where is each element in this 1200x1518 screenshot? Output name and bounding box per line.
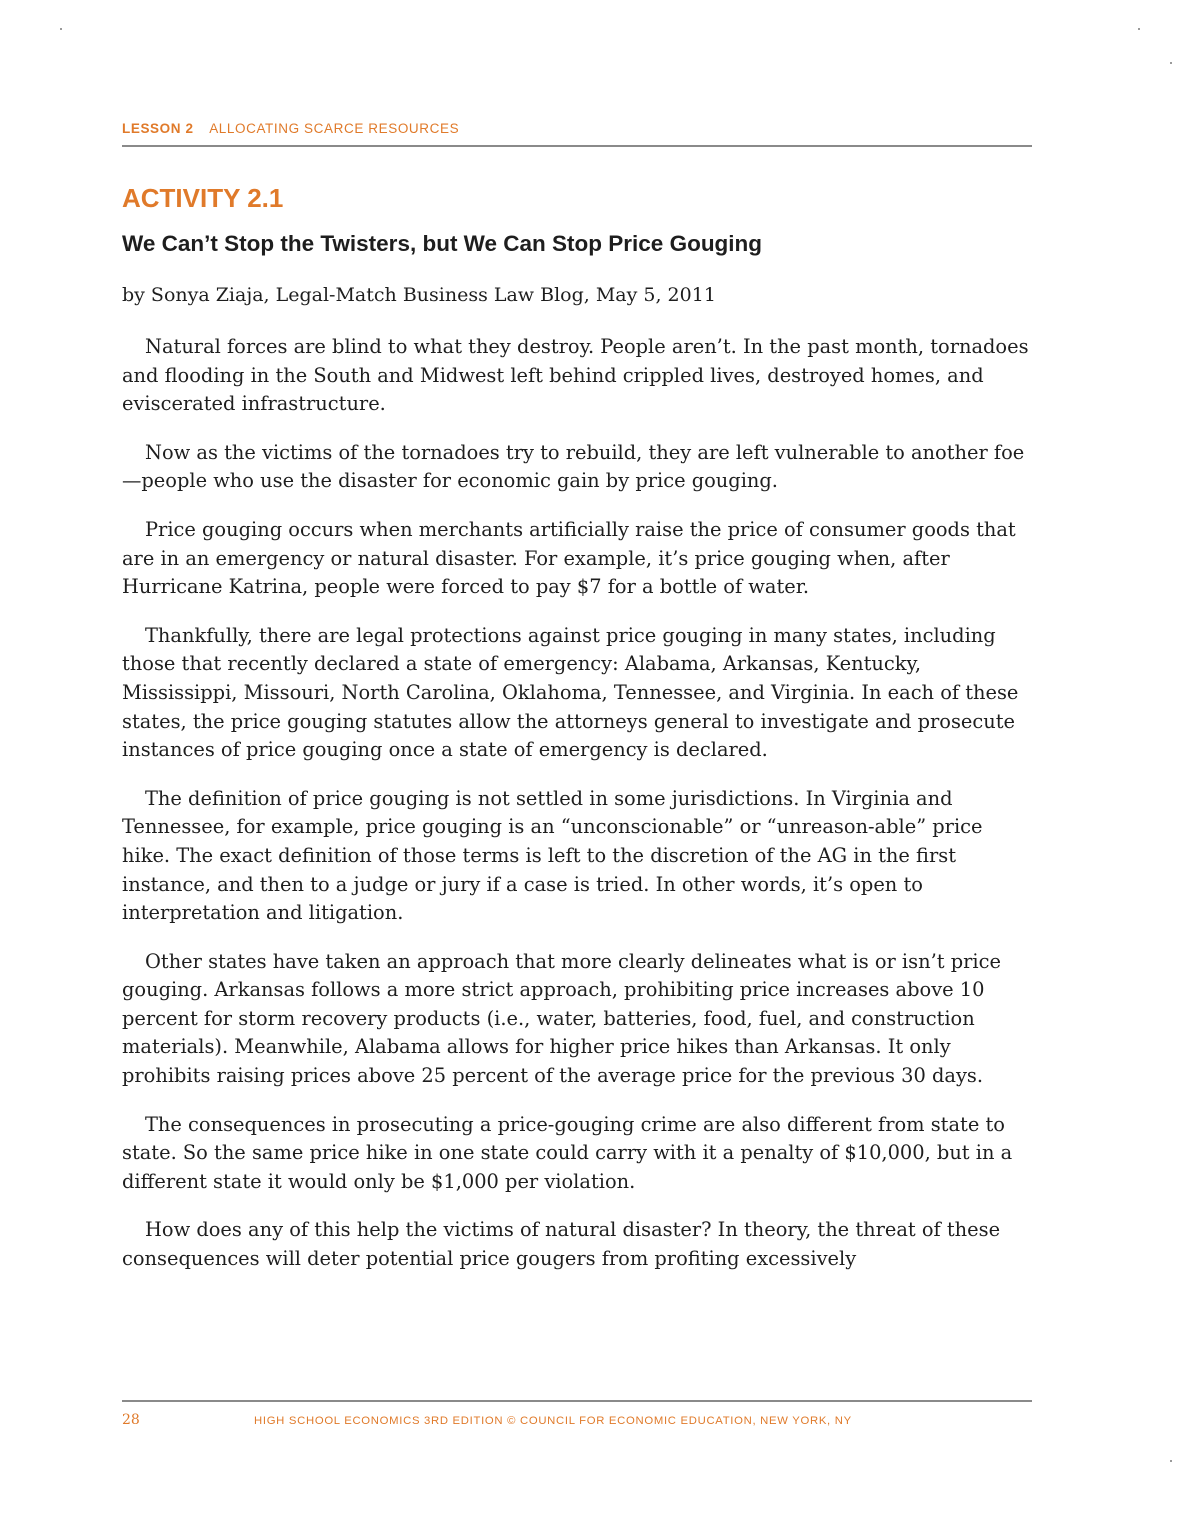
article-body — [122, 333, 1034, 1294]
activity-title: ACTIVITY 2.1 — [122, 183, 284, 213]
paragraph: The definition of price gouging is not settled in some jurisdictions. In Virginia and Tennessee, for example, price gouging is an “unconscionable” or “unreason-able” price hike. The exact definition of those terms is left to the discretion of the AG in the first instance, and then to a judge or jury if a case is tried. In other words, it’s open to interpretation and litigation. — [122, 786, 983, 925]
crop-mark — [1138, 28, 1140, 30]
running-head — [122, 121, 459, 136]
crop-mark — [1170, 1460, 1172, 1462]
byline: by Sonya Ziaja, Legal-Match Business Law Blog, May 5, 2011 — [122, 284, 716, 306]
paragraph: Price gouging occurs when merchants artificially raise the price of consumer goods that are in an emergency or natural disaster. For example, it’s price gouging when, after Hurricane Katrina, people were forced to pay $7 for a bottle of water. — [122, 517, 1016, 599]
section-title: ALLOCATING SCARCE RESOURCES — [209, 121, 460, 136]
paragraph: The consequences in prosecuting a price-gouging crime are also different from state to state. So the same price hike in one state could carry with it a penalty of $10,000, but in a different state it would only be $1,000 per violation. — [122, 1112, 1013, 1193]
page-number: 28 — [122, 1412, 140, 1428]
paragraph: How does any of this help the victims of natural disaster? In theory, the threat of these consequences will deter potential price gougers from profiting excessively — [122, 1218, 1001, 1271]
paragraph: Other states have taken an approach that more clearly delineates what is or isn’t price gouging. Arkansas follows a more strict approach, prohibiting price increases above 10 percent for storm recovery products (i.e., water, batteries, food, fuel, and construction materials). Meanwhile, Alabama allows for higher price hikes than Arkansas. It only prohibits raising prices above 25 percent of the average price for the previous 30 days. — [122, 949, 1001, 1088]
crop-mark — [1170, 62, 1172, 64]
paragraph: Natural forces are blind to what they destroy. People aren’t. In the past month, tornadoes and flooding in the South and Midwest left behind crippled lives, destroyed homes, and eviscerated infrastructure. — [122, 335, 1029, 416]
crop-mark — [60, 28, 62, 30]
footer-rule — [122, 1400, 1032, 1402]
paragraph: Now as the victims of the tornadoes try to rebuild, they are left vulnerable to another foe—people who use the disaster for economic gain by price gouging. — [122, 440, 1025, 493]
paragraph: Thankfully, there are legal protections against price gouging in many states, including those that recently declared a state of emergency: Alabama, Arkansas, Kentucky, Mississippi, Missouri, North Carolina, Oklahoma, Tennessee, and Virginia. In each of these states, the price gouging statutes allow the attorneys general to investigate and prosecute instances of price gouging once a state of emergency is declared. — [122, 623, 1019, 762]
lesson-label: LESSON 2 — [122, 121, 194, 136]
article-title: We Can’t Stop the Twisters, but We Can Stop Price Gouging — [122, 231, 763, 256]
header-rule — [122, 145, 1032, 147]
footer-publication: HIGH SCHOOL ECONOMICS 3RD EDITION © COUNCIL FOR ECONOMIC EDUCATION, NEW YORK, NY — [254, 1415, 852, 1427]
